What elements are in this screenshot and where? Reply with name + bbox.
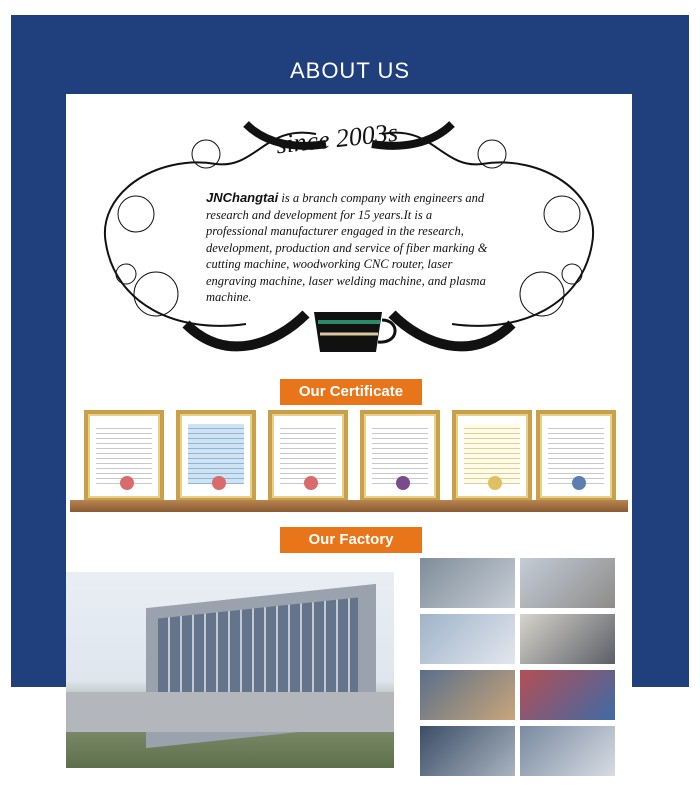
factory-photo [520, 726, 615, 776]
floral-frame [66, 94, 632, 379]
certificate-image [176, 410, 256, 502]
factory-photo [520, 670, 615, 720]
factory-photo [520, 614, 615, 664]
page-title: ABOUT US [289, 58, 411, 83]
certificate-heading: Our Certificate [280, 379, 422, 405]
content-panel [66, 94, 632, 800]
factory-photo [420, 726, 515, 776]
certificate-image [268, 410, 348, 502]
certificate-image [536, 410, 616, 502]
certificate-image [452, 410, 532, 502]
factory-photo [520, 558, 615, 608]
brand-name: JNChangtai [206, 190, 279, 205]
factory-building-photo [66, 572, 394, 768]
intro-body: is a branch company with engineers and research and development for 15 years.It is a professional manufacturer engaged in the research, development, production and service of fiber marking & cutting machine, woodworking CNC router, laser engraving machine, laser welding machine, and plasma machine. [206, 191, 488, 304]
factory-heading: Our Factory [280, 527, 422, 553]
certificate-image [84, 410, 164, 502]
since-label: since 2003s [274, 117, 400, 160]
certificate-shelf [66, 410, 632, 516]
factory-photo [420, 558, 515, 608]
wooden-shelf [70, 500, 628, 512]
intro-text [206, 190, 496, 306]
factory-photo [420, 670, 515, 720]
certificate-image [360, 410, 440, 502]
factory-photo [420, 614, 515, 664]
